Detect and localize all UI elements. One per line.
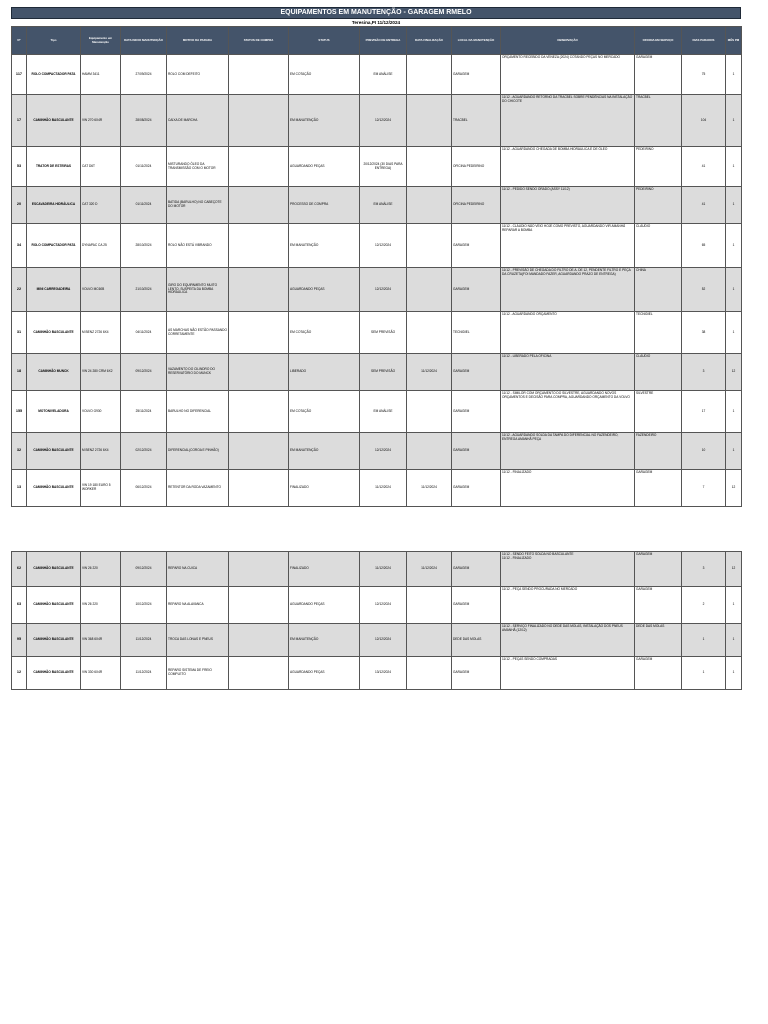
purchase-status-cell (229, 470, 289, 507)
stop-reason-cell: CAIXA DE MARCHA (167, 95, 229, 147)
notes-cell: 11/12 - PEÇAS SENDO COMPRADAS (501, 657, 635, 690)
purchase-status-cell (229, 268, 289, 312)
notes-cell: 11/12 - AGUARDANDO ORÇAMENTO (501, 312, 635, 354)
days-stopped-cell: 10 (682, 433, 726, 470)
row-number-cell: 155 (12, 391, 27, 433)
purchase-status-cell (229, 55, 289, 95)
forecast-date-cell: SEM PREVISÃO (360, 312, 407, 354)
table-row (12, 224, 742, 268)
month-pm-cell: 1 (726, 95, 742, 147)
month-pm-cell: 12 (726, 552, 742, 587)
end-date-cell (407, 187, 452, 224)
row-number-cell: 17 (12, 95, 27, 147)
status-cell: FINALIZADO (289, 470, 360, 507)
workshop-cell: SILVESTRE (635, 391, 682, 433)
col-header-reason: MOTIVO DA PARADA (167, 27, 229, 55)
row-number-cell: 34 (12, 224, 27, 268)
equipment-type-cell: CAMINHÃO BASCULANTE (27, 657, 81, 690)
status-cell: PROCESSO DE COMPRA (289, 187, 360, 224)
status-cell: LIBERADO (289, 354, 360, 391)
end-date-cell (407, 587, 452, 624)
month-pm-cell: 1 (726, 187, 742, 224)
month-pm-cell: 1 (726, 268, 742, 312)
col-header-month: MÊS PM (726, 27, 742, 55)
month-pm-cell: 1 (726, 587, 742, 624)
row-number-cell: 32 (12, 433, 27, 470)
days-stopped-cell: 75 (682, 55, 726, 95)
month-pm-cell: 1 (726, 224, 742, 268)
maintenance-location-cell: TRACBEL (452, 95, 501, 147)
equipment-model-cell: DYNAPAC CA 25 (81, 224, 121, 268)
table-body-page-2 (12, 552, 742, 690)
end-date-cell: 11/12/2024 (407, 552, 452, 587)
end-date-cell (407, 147, 452, 187)
purchase-status-cell (229, 391, 289, 433)
maintenance-location-cell: GARAGEM (452, 268, 501, 312)
status-cell: EM COTAÇÃO (289, 55, 360, 95)
row-number-cell: 22 (12, 268, 27, 312)
notes-cell: 11/12 - AGUARDANDO SOLDA DA TAMPA DO DIFERENCIAL NO FAZENDEIRO, ENTREGA AMANHÃ PEÇA (501, 433, 635, 470)
notes-cell: 11/12 - SENDO FEITO SOLDA NO BASCULANTE 11/12 - FINALIZADO (501, 552, 635, 587)
maintenance-location-cell: GARAGEM (452, 354, 501, 391)
status-cell: EM MANUTENÇÃO (289, 95, 360, 147)
maintenance-location-cell: GARAGEM (452, 433, 501, 470)
equipment-model-cell: VW 330 6X4R (81, 657, 121, 690)
table-row (12, 657, 742, 690)
month-pm-cell: 1 (726, 147, 742, 187)
equipment-model-cell: VOLVO MC60B (81, 268, 121, 312)
days-stopped-cell: 38 (682, 312, 726, 354)
equipment-type-cell: MOTONIVELADORA (27, 391, 81, 433)
stop-reason-cell: TROCA DAS LONAS E PNEUS (167, 624, 229, 657)
end-date-cell (407, 624, 452, 657)
forecast-date-cell: 12/12/2024 (360, 624, 407, 657)
month-pm-cell: 1 (726, 55, 742, 95)
stop-reason-cell: ROLO COM DEFEITO (167, 55, 229, 95)
forecast-date-cell: 12/12/2024 (360, 268, 407, 312)
equipment-type-cell: CAMINHÃO BASCULANTE (27, 95, 81, 147)
equipment-model-cell: HAMM 3411 (81, 55, 121, 95)
table-row (12, 187, 742, 224)
end-date-cell (407, 268, 452, 312)
status-cell: AGUARDANDO PEÇAS (289, 147, 360, 187)
month-pm-cell: 1 (726, 391, 742, 433)
row-number-cell: 117 (12, 55, 27, 95)
equipment-type-cell: CAMINHÃO BASCULANTE (27, 470, 81, 507)
row-number-cell: 53 (12, 147, 27, 187)
maintenance-location-cell: GARAGEM (452, 657, 501, 690)
row-number-cell: 95 (12, 624, 27, 657)
workshop-cell: FAZENDEIRO (635, 433, 682, 470)
forecast-date-cell: EM ANÁLISE (360, 187, 407, 224)
purchase-status-cell (229, 657, 289, 690)
stop-reason-cell: RETENTOR DA RODA VAZAMENTO (167, 470, 229, 507)
notes-cell: ORÇAMENTO RECEBIDO DA VENEZA (2024) COTANDO PEÇAS NO MERCADO (501, 55, 635, 95)
purchase-status-cell (229, 587, 289, 624)
stop-reason-cell: AS MARCHAS NÃO ESTÃO PASSANDO CORRETAMENTE (167, 312, 229, 354)
equipment-model-cell: VW 26 220 (81, 552, 121, 587)
equipment-model-cell: M BENZ 2726 6X4 (81, 433, 121, 470)
status-cell: AGUARDANDO PEÇAS (289, 657, 360, 690)
col-header-equipment: Equipamento em Manutenção (81, 27, 121, 55)
end-date-cell: 11/12/2024 (407, 354, 452, 391)
notes-cell: 11/12 - CLÁUDIO NÃO VEIO HOJE COMO PREVISTO, AGUARDANDO VIR AMANHÃ REPARAR A BOMBA (501, 224, 635, 268)
month-pm-cell: 1 (726, 624, 742, 657)
workshop-cell: GARAGEM (635, 552, 682, 587)
maintenance-location-cell: TECNIDIEL (452, 312, 501, 354)
days-stopped-cell: 3 (682, 354, 726, 391)
col-header-purchase-status: STATUS DE COMPRA (229, 27, 289, 55)
start-date-cell: 10/12/2024 (121, 587, 167, 624)
maintenance-location-cell: GARAGEM (452, 470, 501, 507)
start-date-cell: 04/11/2024 (121, 312, 167, 354)
row-number-cell: 18 (12, 354, 27, 391)
equipment-model-cell: VW 368 6X4R (81, 624, 121, 657)
start-date-cell: 01/11/2024 (121, 187, 167, 224)
start-date-cell: 09/12/2024 (121, 354, 167, 391)
purchase-status-cell (229, 187, 289, 224)
end-date-cell (407, 224, 452, 268)
row-number-cell: 20 (12, 187, 27, 224)
maintenance-location-cell: OFICINA PEDEIRINO (452, 147, 501, 187)
workshop-cell: GARAGEM (635, 587, 682, 624)
table-row (12, 552, 742, 587)
col-header-start-date: DATA INICIO MANUTENÇÃO (121, 27, 167, 55)
month-pm-cell: 1 (726, 657, 742, 690)
table-row (12, 470, 742, 507)
notes-cell: 11/12 - LIBERADO PELA OFICINA (501, 354, 635, 391)
days-stopped-cell: 7 (682, 470, 726, 507)
equipment-type-cell: MINI CARREGADEIRA (27, 268, 81, 312)
purchase-status-cell (229, 95, 289, 147)
notes-cell: 11/12 - PEDIDO SENDO ORADO (ASSY 11/12) (501, 187, 635, 224)
table-row (12, 55, 742, 95)
end-date-cell (407, 55, 452, 95)
purchase-status-cell (229, 312, 289, 354)
start-date-cell: 28/10/2024 (121, 224, 167, 268)
notes-cell: 11/12 - AGUARDANDO CHEGADA DE BOMBA HIDRÁULICA E DE ÓLEO (501, 147, 635, 187)
equipment-model-cell: M BENZ 2726 6X4 (81, 312, 121, 354)
forecast-date-cell: 12/12/2024 (360, 587, 407, 624)
table-row (12, 147, 742, 187)
stop-reason-cell: DIFERENCIAL(COROA E PINHÃO) (167, 433, 229, 470)
days-stopped-cell: 65 (682, 224, 726, 268)
table-row (12, 587, 742, 624)
maintenance-location-cell: OFICINA PEDEIRINO (452, 187, 501, 224)
stop-reason-cell: ROLO NÃO ESTÁ VIBRANDO (167, 224, 229, 268)
days-stopped-cell: 104 (682, 95, 726, 147)
col-header-num: Nº (12, 27, 27, 55)
equipment-model-cell: VW 19 180 EURO 5 WORKER (81, 470, 121, 507)
row-number-cell: 12 (12, 657, 27, 690)
workshop-cell: GARAGEM (635, 657, 682, 690)
workshop-cell: TECNIDIEL (635, 312, 682, 354)
equipment-model-cell: VW 24 280 CRM 6X2 (81, 354, 121, 391)
stop-reason-cell: BARULHO NO DIFERENCIAL (167, 391, 229, 433)
notes-cell: 11/12 - PREVISÃO DE CHEGADA DO FILTRO DE A. DE 12, PENDENTE FILTRO E PEÇA DA CRUZETA(FOI MANDADO FAZER, AGUARDANDO PRAZO DE ENTREGA) (501, 268, 635, 312)
forecast-date-cell: 12/12/2024 (360, 95, 407, 147)
stop-reason-cell: GIRO DO EQUIPAMENTO MUITO LENTO, SUSPEITA DA BOMBA HIDRÁULICA (167, 268, 229, 312)
month-pm-cell: 1 (726, 433, 742, 470)
maintenance-location-cell: GARAGEM (452, 587, 501, 624)
start-date-cell: 06/12/2024 (121, 470, 167, 507)
status-cell: EM COTAÇÃO (289, 312, 360, 354)
col-header-location: LOCAL DA MANUTENÇÃO (452, 27, 501, 55)
purchase-status-cell (229, 433, 289, 470)
status-cell: EM COTAÇÃO (289, 391, 360, 433)
end-date-cell (407, 391, 452, 433)
month-pm-cell: 12 (726, 354, 742, 391)
end-date-cell (407, 312, 452, 354)
purchase-status-cell (229, 624, 289, 657)
notes-cell: 11/12 - SIMILOR COM ORÇAMENTO DO SILVESTRE, AGUARDANDO NOVOS ORÇAMENTOS E DECISÃO PARA COMPRA, AGUARDANDO ORÇAMENTO DA VOLVO (501, 391, 635, 433)
equipment-type-cell: CAMINHÃO BASCULANTE (27, 624, 81, 657)
maintenance-sheet-continued (11, 551, 741, 690)
end-date-cell (407, 433, 452, 470)
workshop-cell: PEDEIRINO (635, 187, 682, 224)
stop-reason-cell: VAZAMENTO DO CILINDRO DO RESERVATÓRIO DO MUNCK (167, 354, 229, 391)
forecast-date-cell: EM ANÁLISE (360, 391, 407, 433)
notes-cell: 11/12 - SERVIÇO FINALIZADO NO DEDE DAS MOLAS, INSTALAÇÃO DOS PNEUS AMANHÃ (12/12) (501, 624, 635, 657)
days-stopped-cell: 41 (682, 147, 726, 187)
table-row (12, 624, 742, 657)
equipment-type-cell: CAMINHÃO BASCULANTE (27, 312, 81, 354)
equipment-model-cell: VOLVO G930 (81, 391, 121, 433)
stop-reason-cell: REPARO NA ALAVANCA (167, 587, 229, 624)
equipment-type-cell: CAMINHÃO MUNCK (27, 354, 81, 391)
workshop-cell: CLÁUDIO (635, 224, 682, 268)
equipment-type-cell: ESCAVADEIRA HIDRÁULICA (27, 187, 81, 224)
table-row (12, 354, 742, 391)
forecast-date-cell: 12/12/2024 (360, 224, 407, 268)
status-cell: FINALIZADO (289, 552, 360, 587)
workshop-cell: GARAGEM (635, 55, 682, 95)
days-stopped-cell: 3 (682, 552, 726, 587)
equipment-model-cell: CAT 320 D (81, 187, 121, 224)
notes-cell: 11/12 - FINALIZADO (501, 470, 635, 507)
days-stopped-cell: 1 (682, 657, 726, 690)
maintenance-location-cell: GARAGEM (452, 391, 501, 433)
workshop-cell: DEDE DAS MOLAS (635, 624, 682, 657)
stop-reason-cell: BATIDA (BARULHO) NO CABEÇOTE DO MOTOR (167, 187, 229, 224)
status-cell: EM MANUTENÇÃO (289, 624, 360, 657)
start-date-cell: 21/10/2024 (121, 268, 167, 312)
start-date-cell: 11/12/2024 (121, 624, 167, 657)
table-row (12, 95, 742, 147)
month-pm-cell: 12 (726, 470, 742, 507)
equipment-type-cell: CAMINHÃO BASCULANTE (27, 552, 81, 587)
col-header-status: STATUS (289, 27, 360, 55)
status-cell: AGUARDANDO PEÇAS (289, 268, 360, 312)
workshop-cell: CHINA (635, 268, 682, 312)
start-date-cell: 25/11/2024 (121, 391, 167, 433)
days-stopped-cell: 41 (682, 187, 726, 224)
start-date-cell: 27/09/2024 (121, 55, 167, 95)
end-date-cell (407, 95, 452, 147)
status-cell: EM MANUTENÇÃO (289, 433, 360, 470)
days-stopped-cell: 1 (682, 624, 726, 657)
maintenance-sheet (11, 7, 741, 507)
equipment-table (11, 26, 742, 507)
row-number-cell: 31 (12, 312, 27, 354)
notes-cell: 11/12 - AGUARDANDO RETORNO DA TRACBEL SOBRE PENDÊNCIAS NA INSTALAÇÃO DO CHICOTE (501, 95, 635, 147)
start-date-cell: 01/11/2024 (121, 147, 167, 187)
col-header-days-stopped: DIAS PARADOS (682, 27, 726, 55)
col-header-notes: OBSERVAÇÃO (501, 27, 635, 55)
equipment-type-cell: ROLO COMPACTADOR PATA (27, 55, 81, 95)
sheet-date: Teresina,PI 11/12/2024 (351, 20, 401, 25)
start-date-cell: 11/12/2024 (121, 657, 167, 690)
equipment-type-cell: ROLO COMPACTADOR PATA (27, 224, 81, 268)
equipment-model-cell: VW 270 6X4R (81, 95, 121, 147)
forecast-date-cell: 20/12/2024 (30 DIAS PARA ENTREGA) (360, 147, 407, 187)
stop-reason-cell: REPARO NA CUICA (167, 552, 229, 587)
col-header-forecast: PREVISÃO DE ENTREGA (360, 27, 407, 55)
workshop-cell: PEDEIRINO (635, 147, 682, 187)
maintenance-location-cell: GARAGEM (452, 55, 501, 95)
col-header-workshop: OFICINA EM SERVIÇO (635, 27, 682, 55)
equipment-table-continued (11, 551, 742, 690)
row-number-cell: 62 (12, 552, 27, 587)
start-date-cell: 09/12/2024 (121, 552, 167, 587)
days-stopped-cell: 17 (682, 391, 726, 433)
purchase-status-cell (229, 147, 289, 187)
workshop-cell: TRACBEL (635, 95, 682, 147)
table-row (12, 391, 742, 433)
col-header-end-date: DATA FINALIZAÇÃO (407, 27, 452, 55)
start-date-cell: 28/08/2024 (121, 95, 167, 147)
forecast-date-cell: 11/12/2024 (360, 552, 407, 587)
stop-reason-cell: REPARO SISTEMA DE FREIO COMPLETO (167, 657, 229, 690)
equipment-type-cell: CAMINHÃO BASCULANTE (27, 587, 81, 624)
days-stopped-cell: 2 (682, 587, 726, 624)
month-pm-cell: 1 (726, 312, 742, 354)
days-stopped-cell: 52 (682, 268, 726, 312)
forecast-date-cell: 11/12/2024 (360, 470, 407, 507)
forecast-date-cell: 12/12/2024 (360, 433, 407, 470)
workshop-cell: GARAGEM (635, 470, 682, 507)
table-row (12, 312, 742, 354)
maintenance-location-cell: GARAGEM (452, 552, 501, 587)
table-row (12, 268, 742, 312)
stop-reason-cell: MISTURANDO ÓLEO DA TRANSMISSÃO COM O MOTOR (167, 147, 229, 187)
equipment-model-cell: VW 26 220 (81, 587, 121, 624)
table-body-page-1 (12, 55, 742, 507)
notes-cell: 11/12 - PEÇA SENDO PROCURADA NO MERCADO (501, 587, 635, 624)
sheet-title: EQUIPAMENTOS EM MANUTENÇÃO - GARAGEM RMELO (11, 7, 741, 19)
row-number-cell: 13 (12, 470, 27, 507)
end-date-cell (407, 657, 452, 690)
start-date-cell: 02/12/2024 (121, 433, 167, 470)
header-row (12, 27, 742, 55)
forecast-date-cell: 13/12/2024 (360, 657, 407, 690)
maintenance-location-cell: DEDE DAS MOLAS (452, 624, 501, 657)
forecast-date-cell: SEM PREVISÃO (360, 354, 407, 391)
forecast-date-cell: EM ANÁLISE (360, 55, 407, 95)
maintenance-location-cell: GARAGEM (452, 224, 501, 268)
table-row (12, 433, 742, 470)
end-date-cell: 11/12/2024 (407, 470, 452, 507)
purchase-status-cell (229, 552, 289, 587)
equipment-model-cell: CAT D6T (81, 147, 121, 187)
workshop-cell: CLÁUDIO (635, 354, 682, 391)
status-cell: EM MANUTENÇÃO (289, 224, 360, 268)
purchase-status-cell (229, 224, 289, 268)
row-number-cell: 63 (12, 587, 27, 624)
status-cell: AGUARDANDO PEÇAS (289, 587, 360, 624)
equipment-type-cell: TRATOR DE ESTEIRAS (27, 147, 81, 187)
col-header-type: Tipo (27, 27, 81, 55)
equipment-type-cell: CAMINHÃO BASCULANTE (27, 433, 81, 470)
purchase-status-cell (229, 354, 289, 391)
